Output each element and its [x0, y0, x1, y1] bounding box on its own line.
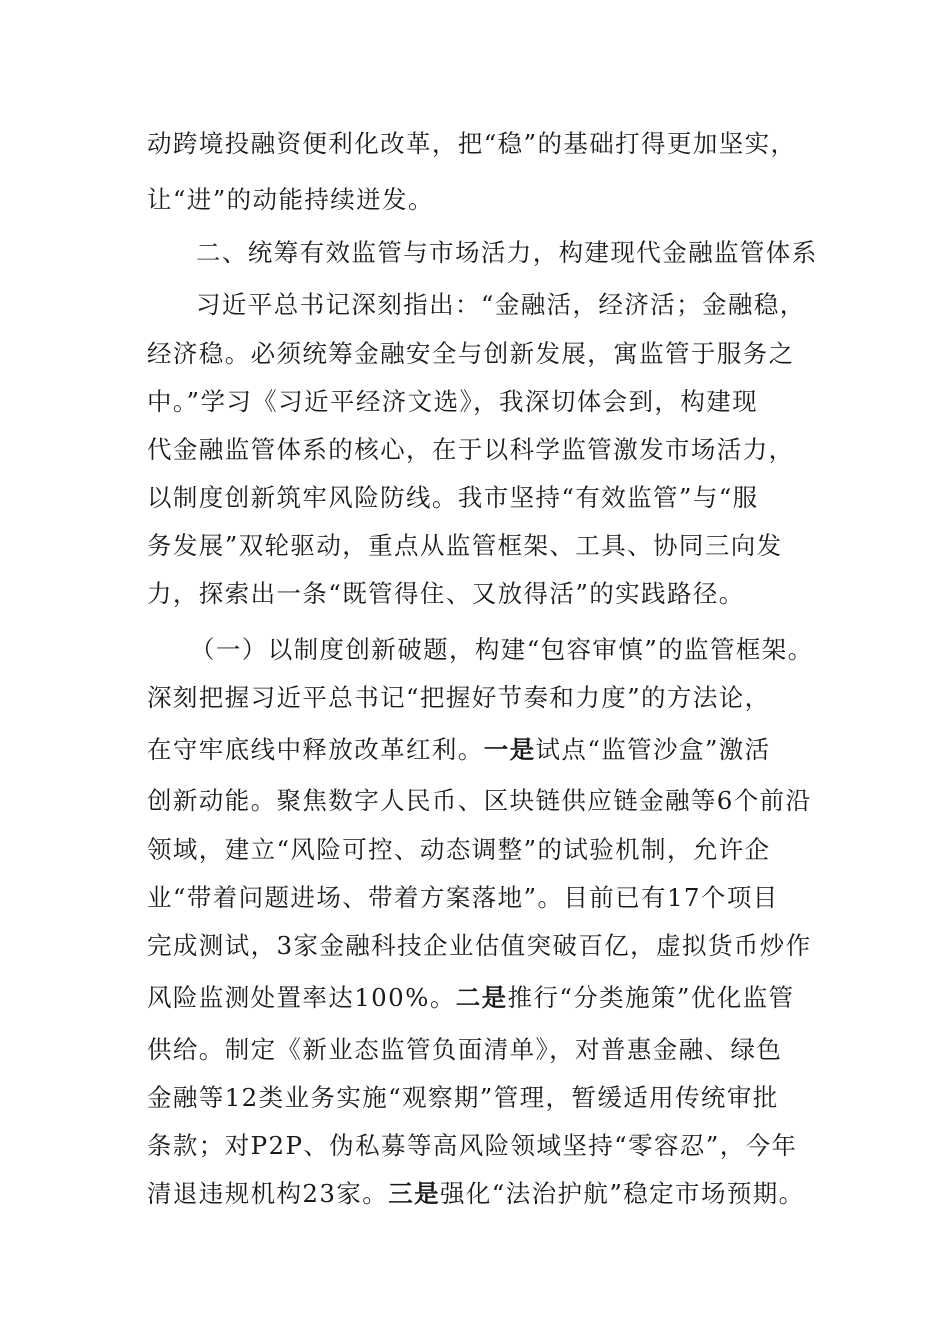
paragraph-line: 动跨境投融资便利化改革，把“稳”的基础打得更加坚实， [147, 129, 797, 158]
paragraph-line: 金融等12类业务实施“观察期”管理，暂缓适用传统审批 [147, 1083, 779, 1112]
paragraph-line: 完成测试，3家金融科技企业估值突破百亿，虚拟货币炒作 [147, 931, 812, 960]
paragraph-line: 力，探索出一条“既管得住、又放得活”的实践路径。 [147, 579, 745, 608]
subsection-heading: （一）以制度创新破题，构建“包容审慎”的监管框架。 [190, 635, 814, 664]
paragraph-line: 经济稳。必须统筹金融安全与创新发展，寓监管于服务之 [147, 339, 795, 368]
paragraph-line [147, 734, 771, 766]
paragraph-line: 务发展”双轮驱动，重点从监管框架、工具、协同三向发 [147, 531, 783, 560]
paragraph-line: 代金融监管体系的核心，在于以科学监管激发市场活力， [147, 435, 795, 464]
section-heading: 二、统筹有效监管与市场活力，构建现代金融监管体系 [196, 238, 818, 267]
paragraph-line: 让“进”的动能持续迸发。 [147, 185, 434, 214]
bold-marker: 二是 [455, 983, 508, 1012]
bold-marker: 一是 [483, 735, 536, 764]
paragraph-line: 领域，建立“风险可控、动态调整”的试验机制，允许企 [147, 835, 771, 864]
line-text: 在守牢底线中释放改革红利。 [147, 735, 484, 764]
line-text: 清退违规机构23家。 [147, 1179, 389, 1208]
paragraph-line [147, 1178, 805, 1210]
bold-marker: 三是 [388, 1179, 440, 1208]
line-text: 风险监测处置率达100%。 [147, 983, 456, 1012]
line-text: 强化“法治护航”稳定市场预期。 [440, 1179, 805, 1208]
paragraph-line: 业“带着问题进场、带着方案落地”。目前已有17个项目 [147, 883, 779, 912]
paragraph-line: 创新动能。聚焦数字人民币、区块链供应链金融等6个前沿 [147, 786, 812, 815]
paragraph-line [147, 982, 794, 1014]
paragraph-line: 条款；对P2P、伪私募等高风险领域坚持“零容忍”，今年 [147, 1131, 798, 1160]
paragraph-line: 以制度创新筑牢风险防线。我市坚持“有效监管”与“服 [147, 483, 759, 512]
line-text: 试点“监管沙盒”激活 [535, 735, 771, 764]
paragraph-line: 中。”学习《习近平经济文选》，我深切体会到，构建现 [147, 387, 759, 416]
paragraph-line: 习近平总书记深刻指出：“金融活，经济活；金融稳， [196, 290, 806, 319]
paragraph-line: 深刻把握习近平总书记“把握好节奏和力度”的方法论， [147, 683, 771, 712]
line-text: 推行“分类施策”优化监管 [507, 983, 795, 1012]
paragraph-line: 供给。制定《新业态监管负面清单》，对普惠金融、绿色 [147, 1035, 783, 1064]
